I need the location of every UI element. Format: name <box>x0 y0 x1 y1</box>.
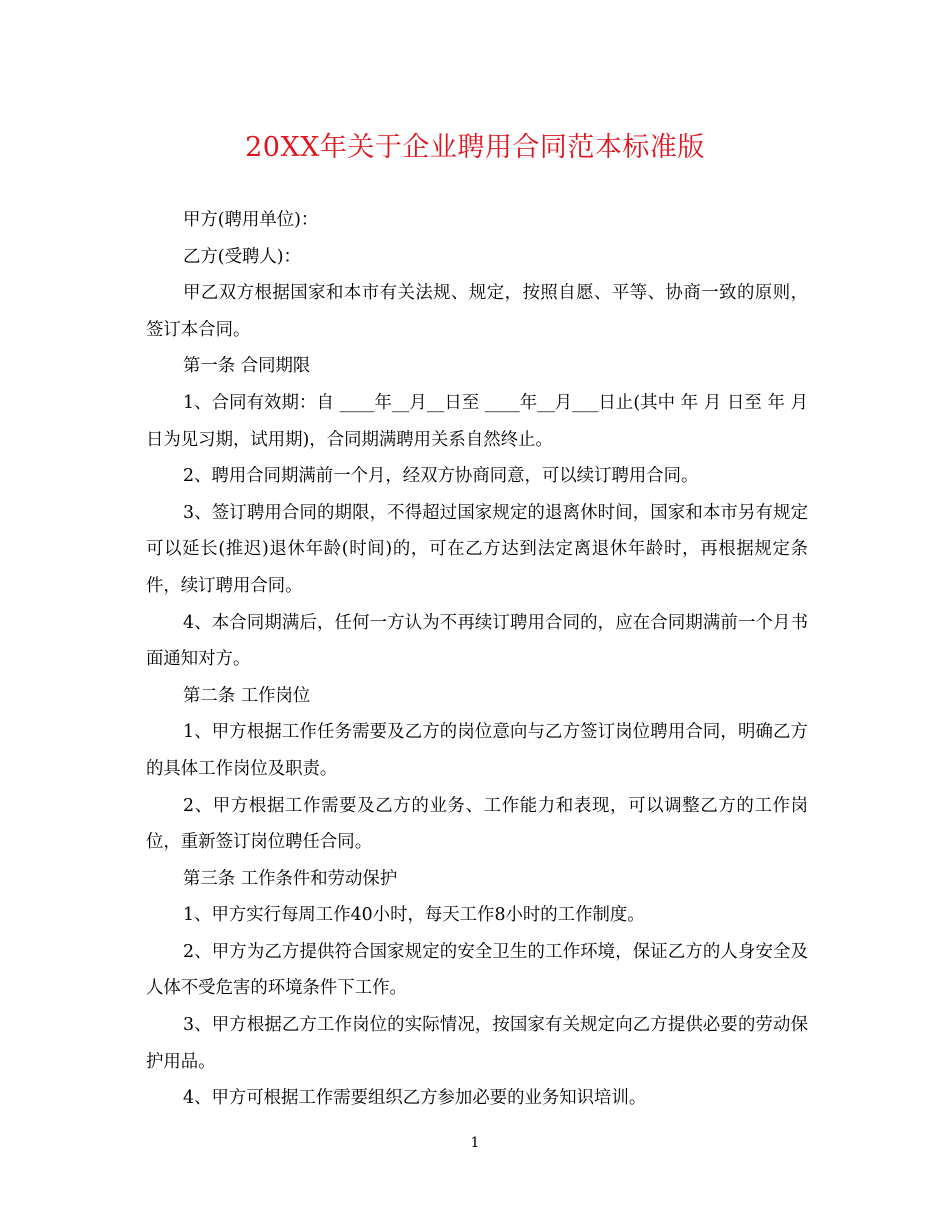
article-3-clause-3: 3、甲方根据乙方工作岗位的实际情况，按国家有关规定向乙方提供必要的劳动保护用品。 <box>146 1015 808 1072</box>
party-a-line: 甲方(聘用单位)： <box>183 210 319 230</box>
party-b-line: 乙方(受聘人)： <box>183 246 301 267</box>
document-body <box>146 202 808 1117</box>
article-3-clause-2: 2、甲方为乙方提供符合国家规定的安全卫生的工作环境，保证乙方的人身安全及人体不受危害的环境条件下工作。 <box>146 941 808 999</box>
article-1-clause-4: 4、本合同期满后，任何一方认为不再续订聘用合同的，应在合同期满前一个月书面通知对方。 <box>146 612 808 670</box>
article-2-clause-1: 1、甲方根据工作任务需要及乙方的岗位意向与乙方签订岗位聘用合同，明确乙方的具体工作岗位及职责。 <box>146 722 808 779</box>
article-2-clause-2: 2、甲方根据工作需要及乙方的业务、工作能力和表现，可以调整乙方的工作岗位，重新签订岗位聘任合同。 <box>146 795 808 853</box>
article-1-clause-1: 1、合同有效期：自 ____年__月__日至 ____年__月___日止(其中 年 月 日至 年 月 日为见习期，试用期)，合同期满聘用关系自然终止。 <box>146 392 808 450</box>
article-1-clause-3: 3、签订聘用合同的期限，不得超过国家规定的退离休时间，国家和本市另有规定可以延长(推迟)退休年龄(时间)的，可在乙方达到法定离退休年龄时，再根据规定条件，续订聘用合同。 <box>146 502 808 596</box>
article-3-clause-4: 4、甲方可根据工作需要组织乙方参加必要的业务知识培训。 <box>183 1088 647 1109</box>
document-title: 20XX年关于企业聘用合同范本标准版 <box>245 132 705 163</box>
page-number: 1 <box>470 1135 480 1151</box>
preamble-paragraph: 甲乙双方根据国家和本市有关法规、规定，按照自愿、平等、协商一致的原则，签订本合同。 <box>146 283 808 340</box>
article-1-heading: 第一条 合同期限 <box>183 356 311 377</box>
article-3-heading: 第三条 工作条件和劳动保护 <box>183 868 398 889</box>
article-3-clause-1: 1、甲方实行每周工作40小时，每天工作8小时的工作制度。 <box>183 905 645 926</box>
article-1-clause-2: 2、聘用合同期满前一个月，经双方协商同意，可以续订聘用合同。 <box>183 466 699 487</box>
article-2-heading: 第二条 工作岗位 <box>183 685 311 706</box>
